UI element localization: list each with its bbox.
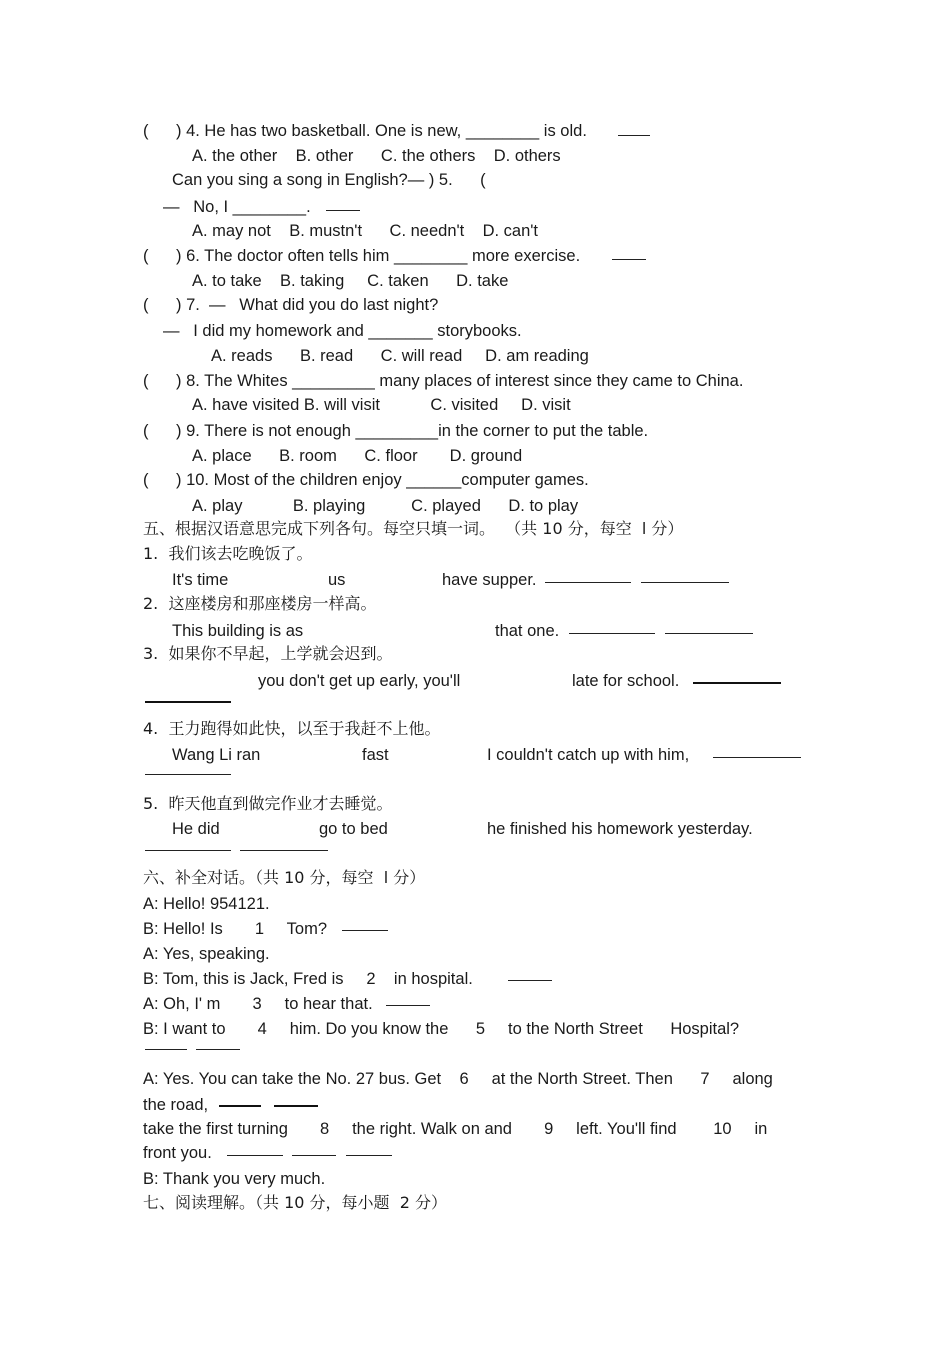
- q10-options: A. play B. playing C. played D. to play: [192, 497, 579, 515]
- q10-stem: ( ) 10. Most of the children enjoy ______computer games.: [143, 471, 589, 489]
- q8-options: A. have visited B. will visit C. visited D. visit: [192, 396, 571, 414]
- answer-blank[interactable]: [618, 135, 650, 136]
- dialog-line: B: Hello! Is 1 Tom?: [143, 920, 328, 938]
- q4-stem: ( ) 4. He has two basketball. One is new, ________ is old.: [143, 122, 587, 140]
- q9-stem: ( ) 9. There is not enough _________in the corner to put the table.: [143, 422, 649, 440]
- dialog-line: front you.: [143, 1144, 212, 1162]
- answer-blank[interactable]: [386, 1005, 430, 1006]
- section5-heading: 五、根据汉语意思完成下列各句。每空只填一词。 （共 10 分，每空 l 分）: [143, 519, 684, 538]
- q9-options: A. place B. room C. floor D. ground: [192, 447, 523, 465]
- answer-blank[interactable]: [569, 633, 655, 634]
- answer-blank[interactable]: [145, 701, 231, 703]
- q8-stem: ( ) 8. The Whites _________ many places of interest since they came to China.: [143, 372, 744, 390]
- dialog-line: B: Thank you very much.: [143, 1170, 326, 1188]
- q7-stem: ( ) 7. — What did you do last night?: [143, 296, 439, 314]
- answer-blank[interactable]: [292, 1155, 336, 1156]
- answer-blank[interactable]: [145, 774, 231, 775]
- answer-blank[interactable]: [326, 210, 360, 211]
- answer-blank[interactable]: [227, 1155, 283, 1156]
- s5-item4-p2: fast: [362, 746, 389, 764]
- s5-item1-cn: 1. 我们该去吃晚饭了。: [143, 544, 313, 563]
- dialog-line: B: I want to 4 him. Do you know the 5 to the North Street Hospital?: [143, 1020, 740, 1038]
- q6-options: A. to take B. taking C. taken D. take: [192, 272, 509, 290]
- dialog-line: A: Hello! 954121.: [143, 895, 270, 913]
- s5-item3-p1: you don't get up early, you'll: [258, 672, 461, 690]
- answer-blank[interactable]: [508, 980, 552, 981]
- section7-heading: 七、阅读理解。（共 10 分，每小题 2 分）: [143, 1193, 447, 1212]
- s5-item1-p3: have supper.: [442, 571, 537, 589]
- answer-blank[interactable]: [346, 1155, 392, 1156]
- s5-item4-cn: 4. 王力跑得如此快，以至于我赶不上他。: [143, 719, 441, 738]
- s5-item3-p2: late for school.: [572, 672, 680, 690]
- answer-blank[interactable]: [145, 850, 231, 851]
- answer-blank[interactable]: [274, 1105, 318, 1107]
- s5-item2-p2: that one.: [495, 622, 560, 640]
- s5-item5-p1: He did: [172, 820, 220, 838]
- dialog-line: A: Oh, I' m 3 to hear that.: [143, 995, 373, 1013]
- dialog-line: the road,: [143, 1096, 209, 1114]
- s5-item3-cn: 3. 如果你不早起，上学就会迟到。: [143, 644, 393, 663]
- dialog-line: A: Yes, speaking.: [143, 945, 270, 963]
- s5-item5-p2: go to bed: [319, 820, 388, 838]
- answer-blank[interactable]: [665, 633, 753, 634]
- dialog-line: take the first turning 8 the right. Walk on and 9 left. You'll find 10 in: [143, 1120, 768, 1138]
- s5-item2-p1: This building is as: [172, 622, 304, 640]
- s5-item4-p1: Wang Li ran: [172, 746, 261, 764]
- q5-stem: Can you sing a song in English?— ) 5. (: [172, 171, 486, 189]
- answer-blank[interactable]: [641, 582, 729, 583]
- answer-blank[interactable]: [240, 850, 328, 851]
- answer-blank[interactable]: [545, 582, 631, 583]
- answer-blank[interactable]: [713, 757, 801, 758]
- q5-options: A. may not B. mustn't C. needn't D. can't: [192, 222, 539, 240]
- answer-blank[interactable]: [693, 682, 781, 684]
- answer-blank[interactable]: [342, 930, 388, 931]
- s5-item2-cn: 2. 这座楼房和那座楼房一样高。: [143, 594, 377, 613]
- s5-item4-p3: I couldn't catch up with him,: [487, 746, 690, 764]
- answer-blank[interactable]: [219, 1105, 261, 1107]
- s5-item5-cn: 5. 昨天他直到做完作业才去睡觉。: [143, 794, 393, 813]
- answer-blank[interactable]: [145, 1049, 187, 1050]
- answer-blank[interactable]: [196, 1049, 240, 1050]
- q6-stem: ( ) 6. The doctor often tells him ________ more exercise.: [143, 247, 581, 265]
- q4-options: A. the other B. other C. the others D. others: [192, 147, 561, 165]
- answer-blank[interactable]: [612, 259, 646, 260]
- section6-heading: 六、补全对话。（共 10 分，每空 l 分）: [143, 868, 426, 887]
- q5-reply: — No, I ________.: [163, 198, 311, 216]
- s5-item1-p2: us: [328, 571, 346, 589]
- s5-item1-p1: It's time: [172, 571, 229, 589]
- q7-reply: — I did my homework and _______ storybooks.: [163, 322, 522, 340]
- dialog-line: B: Tom, this is Jack, Fred is 2 in hospital.: [143, 970, 473, 988]
- dialog-line: A: Yes. You can take the No. 27 bus. Get 6 at the North Street. Then 7 along: [143, 1070, 773, 1088]
- q7-options: A. reads B. read C. will read D. am reading: [211, 347, 589, 365]
- s5-item5-p3: he finished his homework yesterday.: [487, 820, 753, 838]
